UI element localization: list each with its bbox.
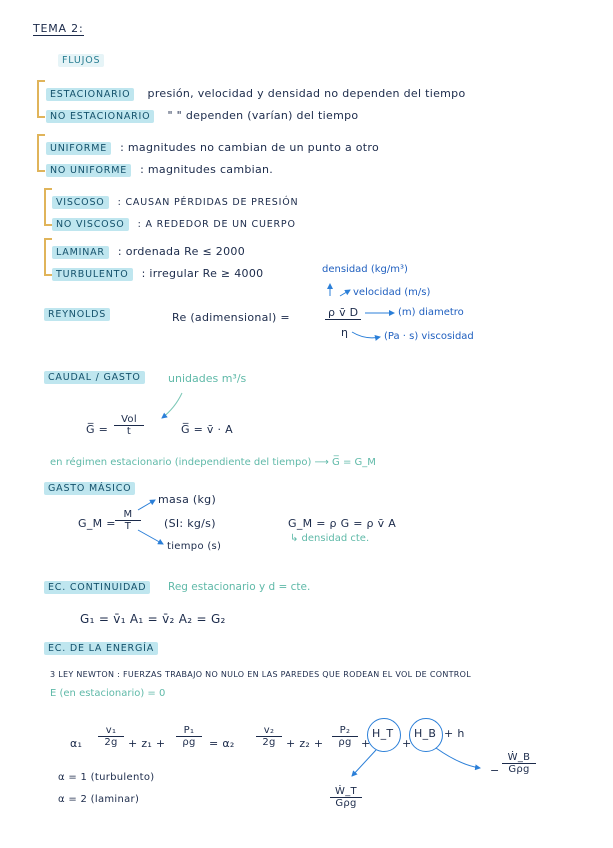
gasto-masico-masa: masa (kg) xyxy=(158,493,217,506)
energia-plus-2: + xyxy=(402,737,412,750)
energia-plus-1: + xyxy=(361,737,371,750)
desc-laminar: : ordenada Re ≤ 2000 xyxy=(117,245,245,258)
caudal-vol: Vol xyxy=(114,414,144,426)
gasto-masico-eq: G_M = ρ G = ρ v̄ A xyxy=(288,517,397,530)
energia-alpha-lam: α = 2 (laminar) xyxy=(58,794,140,805)
energia-z2: + z₂ + xyxy=(286,737,324,750)
caudal-heading: CAUDAL / GASTO xyxy=(44,371,145,384)
term-uniforme: UNIFORME xyxy=(46,142,111,155)
desc-estacionario: presión, velocidad y densidad no dependen del tiempo xyxy=(147,87,466,100)
term-no-uniforme: NO UNIFORME xyxy=(46,164,131,177)
gasto-masico-t: T xyxy=(124,521,132,532)
desc-viscoso: : CAUSAN PÉRDIDAS DE PRESIÓN xyxy=(117,197,299,208)
term-viscoso: VISCOSO xyxy=(52,196,109,209)
energia-z1: + z₁ + xyxy=(128,737,166,750)
gasto-masico-si: (SI: kg/s) xyxy=(164,517,216,530)
desc-uniforme: : magnitudes no cambian de un punto a otro xyxy=(120,141,380,154)
gasto-masico-tiempo: tiempo (s) xyxy=(167,541,222,552)
reynolds-denominator: η xyxy=(341,326,349,339)
energia-wb: Ẇ_B xyxy=(502,752,536,764)
section-flujos-heading: FLUJOS xyxy=(58,54,104,67)
annot-velocity: velocidad (m/s) xyxy=(353,287,431,298)
term-no-viscoso: NO VISCOSO xyxy=(52,218,129,231)
desc-no-estacionario: " " dependen (varían) del tiempo xyxy=(167,109,359,122)
energia-2g-2: 2g xyxy=(262,737,276,748)
page-title: TEMA 2: xyxy=(33,22,84,35)
gasto-masico-gm: G_M = xyxy=(78,517,116,530)
energia-h: + h xyxy=(444,727,465,740)
caudal-regimen: en régimen estacionario (independiente del tiempo) ⟶ G̅ = G_M xyxy=(50,457,376,468)
desc-no-viscoso: : A REDEDOR DE UN CUERPO xyxy=(137,219,296,230)
annot-diameter: (m) diametro xyxy=(398,307,464,318)
term-turbulento: TURBULENTO xyxy=(52,268,133,281)
continuidad-note: Reg estacionario y d = cte. xyxy=(168,581,311,593)
continuidad-heading: EC. CONTINUIDAD xyxy=(44,581,150,594)
desc-turbulento: : irregular Re ≥ 4000 xyxy=(141,267,264,280)
energia-wt: Ẇ_T xyxy=(330,786,362,798)
energia-2g-1: 2g xyxy=(104,737,118,748)
energia-gpg-1: Gρg xyxy=(335,798,357,809)
term-laminar: LAMINAR xyxy=(52,246,109,259)
desc-no-uniforme: : magnitudes cambian. xyxy=(140,163,274,176)
energia-p2: P₂ xyxy=(332,725,358,737)
energia-hb: H_B xyxy=(414,727,437,740)
energia-eq: = α₂ xyxy=(209,737,235,750)
caudal-eq2: G̅ = v̄ · A xyxy=(181,423,233,436)
gasto-masico-densidad: ↳ densidad cte. xyxy=(290,533,370,544)
energia-v1: v₁ xyxy=(98,725,124,737)
reynolds-formula-left: Re (adimensional) = xyxy=(172,311,290,324)
energia-ht: H_T xyxy=(372,727,394,740)
annot-density: densidad (kg/m³) xyxy=(322,264,408,275)
energia-e-note: E (en estacionario) = 0 xyxy=(50,688,166,699)
energia-p1: P₁ xyxy=(176,725,202,737)
reynolds-heading: REYNOLDS xyxy=(44,308,110,321)
gasto-masico-m: M xyxy=(115,509,141,521)
continuidad-equation: G₁ = v̄₁ A₁ = v̄₂ A₂ = G₂ xyxy=(80,612,226,626)
energia-rhog-1: ρg xyxy=(182,737,196,748)
gasto-masico-heading: GASTO MÁSICO xyxy=(44,482,135,495)
energia-gpg-2: Gρg xyxy=(508,764,530,775)
reynolds-numerator: ρ v̄ D xyxy=(325,306,361,320)
energia-rhog-2: ρg xyxy=(338,737,352,748)
caudal-units: unidades m³/s xyxy=(168,372,247,385)
energia-heading: EC. DE LA ENERGÍA xyxy=(44,642,158,655)
term-estacionario: ESTACIONARIO xyxy=(46,88,134,101)
caudal-t: t xyxy=(126,426,132,437)
annot-viscosity: (Pa · s) viscosidad xyxy=(384,331,474,342)
energia-alpha-turb: α = 1 (turbulento) xyxy=(58,772,155,783)
term-no-estacionario: NO ESTACIONARIO xyxy=(46,110,154,123)
energia-v2: v₂ xyxy=(256,725,282,737)
energia-minus: − xyxy=(490,764,500,777)
energia-ley: 3 LEY NEWTON : FUERZAS TRABAJO NO NULO EN LAS PAREDES QUE RODEAN EL VOL DE CONTROL xyxy=(50,670,472,679)
caudal-g-bar: G̅ = xyxy=(86,423,109,436)
energia-alpha1: α₁ xyxy=(70,737,83,750)
